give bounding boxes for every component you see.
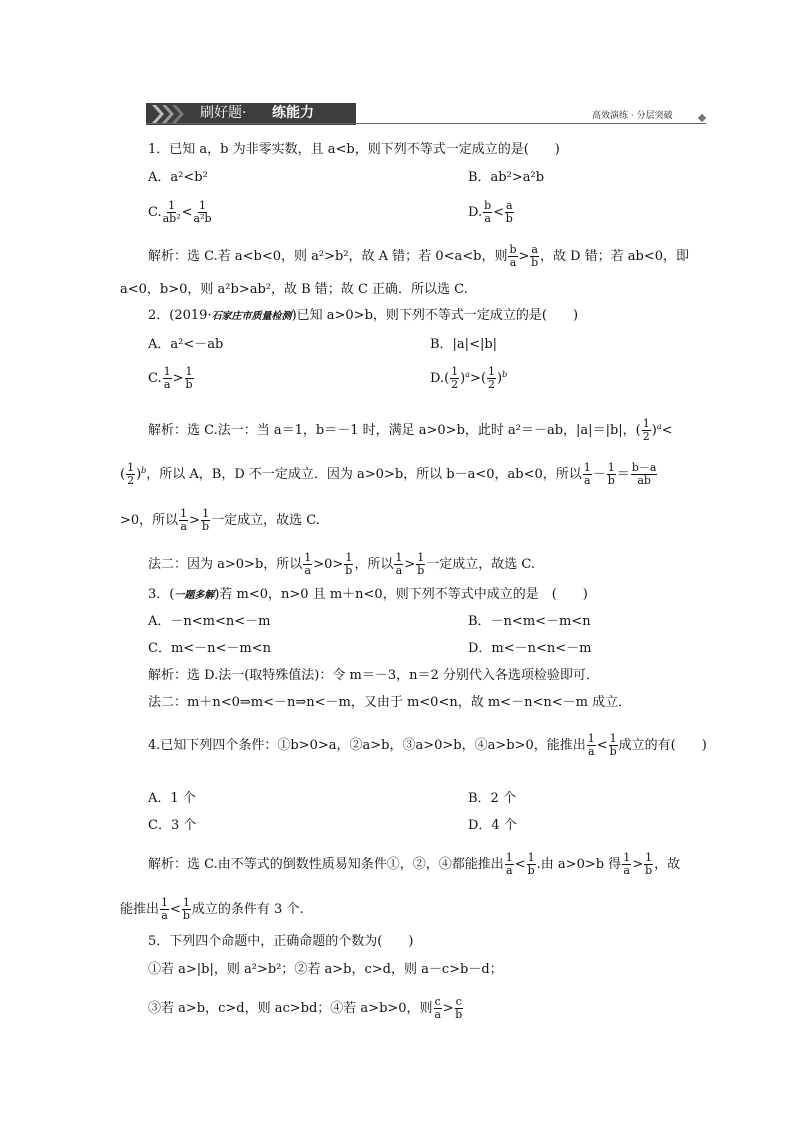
q1-option-b: B．ab²>a²b <box>468 170 545 185</box>
q4-solution-line2: 能推出 $\frac{1}{a}$ < $\frac{1}{b}$ 成立的条件有 3 个. <box>120 896 304 922</box>
q4-solution-line1: 解析：选 C.由不等式的倒数性质易知条件①，②，④都能推出 $\frac{1}{a}$ < $\frac{1}{b}$ .由 a>0>b 得 $\frac{1}{a}$ > $\frac{1}{b}$ ，故 <box>148 851 681 877</box>
q2-solution-line3: >0，所以 $\frac{1}{a}$ > $\frac{1}{b}$ 一定成立，故选 C. <box>120 507 320 533</box>
q2-stem: 2．(2019·石家庄市质量检测)已知 a>0>b，则下列不等式一定成立的是( ) <box>148 308 579 323</box>
q5-line2: ③若 a>b，c>d，则 ac>bd；④若 a>b>0，则 $\frac{c}{a}$ > $\frac{c}{b}$ <box>148 995 463 1021</box>
banner-title: 刷好题· <box>200 105 247 121</box>
q1-stem: 1．已知 a，b 为非零实数，且 a<b，则下列不等式一定成立的是( ) <box>148 142 560 157</box>
q1-solution-line1: 解析：选 C.若 a<b<0，则 a²>b²，故 A 错；若 0<a<b，则 $\frac{b}{a}$ > $\frac{a}{b}$ ，故 D 错；若 ab<0，即 <box>148 243 690 269</box>
q4-option-c: C．3 个 <box>148 818 197 833</box>
q3-solution-line2: 法二：m＋n<0⇒m<－n⇒n<－m，又由于 m<0<n，故 m<－n<n<－m 成立． <box>148 695 632 710</box>
q3-option-a: A．－n<m<n<－m <box>148 614 271 629</box>
section-banner <box>146 103 356 125</box>
q1-option-c: C. $\frac{1}{\text{ab²}}$ < $\frac{1}{\text{a²b}}$ <box>148 199 212 225</box>
q5-line1: ①若 a>|b|，则 a²>b²；②若 a>b，c>d，则 a－c>b－d； <box>148 962 503 977</box>
q2-option-a: A．a²<－ab <box>148 337 224 352</box>
header-rule <box>146 123 706 124</box>
q1-option-a: A．a²<b² <box>148 170 208 185</box>
q4-option-a: A．1 个 <box>148 791 196 806</box>
q2-option-c: C. $\frac{1}{a}$ > $\frac{1}{b}$ <box>148 365 193 391</box>
q3-solution-line1: 解析：选 D.法一(取特殊值法)：令 m＝－3，n＝2 分别代入各选项检验即可． <box>148 668 599 683</box>
q3-option-c: C．m<－n<－m<n <box>148 641 272 656</box>
q1-solution-line2: a<0，b>0，则 a²b>ab²，故 B 错；故 C 正确．所以选 C. <box>120 282 468 297</box>
q3-stem: 3．(一题多解)若 m<0，n>0 且 m＋n<0，则下列不等式中成立的是 ( ) <box>148 587 588 602</box>
q1-option-d: D. $\frac{b}{a}$ < $\frac{a}{b}$ <box>468 199 513 225</box>
q3-option-d: D．m<－n<n<－m <box>468 641 592 656</box>
banner-subtitle: 练能力 <box>272 105 314 121</box>
q3-option-b: B．－n<m<－m<n <box>468 614 591 629</box>
q4-option-b: B．2 个 <box>468 791 516 806</box>
q2-solution-line1: 解析：选 C.法一：当 a＝1，b＝－1 时，满足 a>0>b，此时 a²＝－ab，|a|＝|b|，( $\frac{1}{2}$ )$^a$< <box>148 417 673 443</box>
q2-solution-line4: 法二：因为 a>0>b，所以 $\frac{1}{a}$ >0> $\frac{1}{b}$ ，所以 $\frac{1}{a}$ > $\frac{1}{b}$ 一定成立，故选 C. <box>148 551 535 577</box>
header-tagline: 高效演练 · 分层突破 <box>592 111 673 121</box>
q4-stem: 4.已知下列四个条件：①b>0>a，②a>b，③a>0>b，④a>b>0，能推出 $\frac{1}{a}$ < $\frac{1}{b}$ 成立的有( ) <box>148 732 707 758</box>
q2-option-b: B．|a|<|b| <box>430 337 498 352</box>
q4-option-d: D．4 个 <box>468 818 517 833</box>
q2-solution-line2: ( $\frac{1}{2}$ )$^b$，所以 A，B，D 不一定成立．因为 a>0>b，所以 b－a<0，ab<0，所以 $\frac{1}{a}$ － $\frac{1}{b}$ ＝ $\frac{b-a}{ab}$ <box>120 461 657 487</box>
q2-option-d: D.( $\frac{1}{2}$ )$^a$>( $\frac{1}{2}$ )$^b$ <box>430 365 508 391</box>
q5-stem: 5．下列四个命题中，正确命题的个数为( ) <box>148 934 414 949</box>
diamond-icon <box>698 114 706 122</box>
